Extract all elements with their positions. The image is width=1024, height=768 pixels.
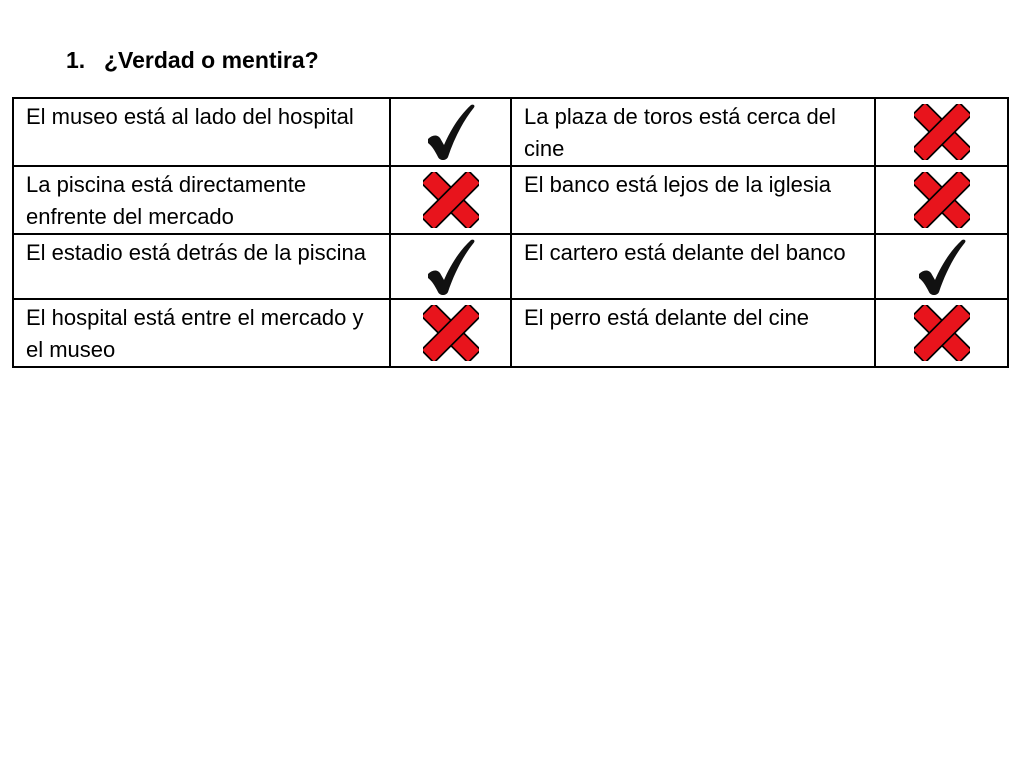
page-title bbox=[66, 44, 319, 76]
table-row bbox=[13, 98, 1008, 166]
statement-cell: El banco está lejos de la iglesia bbox=[511, 166, 875, 234]
question-number: 1. bbox=[66, 47, 86, 73]
statement-cell: El museo está al lado del hospital bbox=[13, 98, 390, 166]
answer-cell bbox=[390, 234, 511, 299]
cross-icon bbox=[914, 305, 970, 361]
answer-cell bbox=[390, 98, 511, 166]
table-row bbox=[13, 166, 1008, 234]
statement-cell: El cartero está delante del banco bbox=[511, 234, 875, 299]
question-title: ¿Verdad o mentira? bbox=[104, 47, 319, 73]
answer-cell bbox=[390, 166, 511, 234]
check-icon bbox=[426, 238, 476, 296]
true-false-table bbox=[12, 97, 1009, 368]
statement-cell: El perro está delante del cine bbox=[511, 299, 875, 367]
statement-cell: El hospital está entre el mercado y el museo bbox=[13, 299, 390, 367]
statement-cell: El estadio está detrás de la piscina bbox=[13, 234, 390, 299]
statement-cell: La plaza de toros está cerca del cine bbox=[511, 98, 875, 166]
table-row bbox=[13, 234, 1008, 299]
cross-icon bbox=[423, 172, 479, 228]
cross-icon bbox=[914, 104, 970, 160]
table-row bbox=[13, 299, 1008, 367]
answer-cell bbox=[875, 98, 1008, 166]
check-icon bbox=[917, 238, 967, 296]
answer-cell bbox=[875, 234, 1008, 299]
cross-icon bbox=[423, 305, 479, 361]
statement-cell: La piscina está directamente enfrente del mercado bbox=[13, 166, 390, 234]
check-icon bbox=[426, 103, 476, 161]
answer-cell bbox=[875, 299, 1008, 367]
answer-cell bbox=[875, 166, 1008, 234]
cross-icon bbox=[914, 172, 970, 228]
answer-cell bbox=[390, 299, 511, 367]
